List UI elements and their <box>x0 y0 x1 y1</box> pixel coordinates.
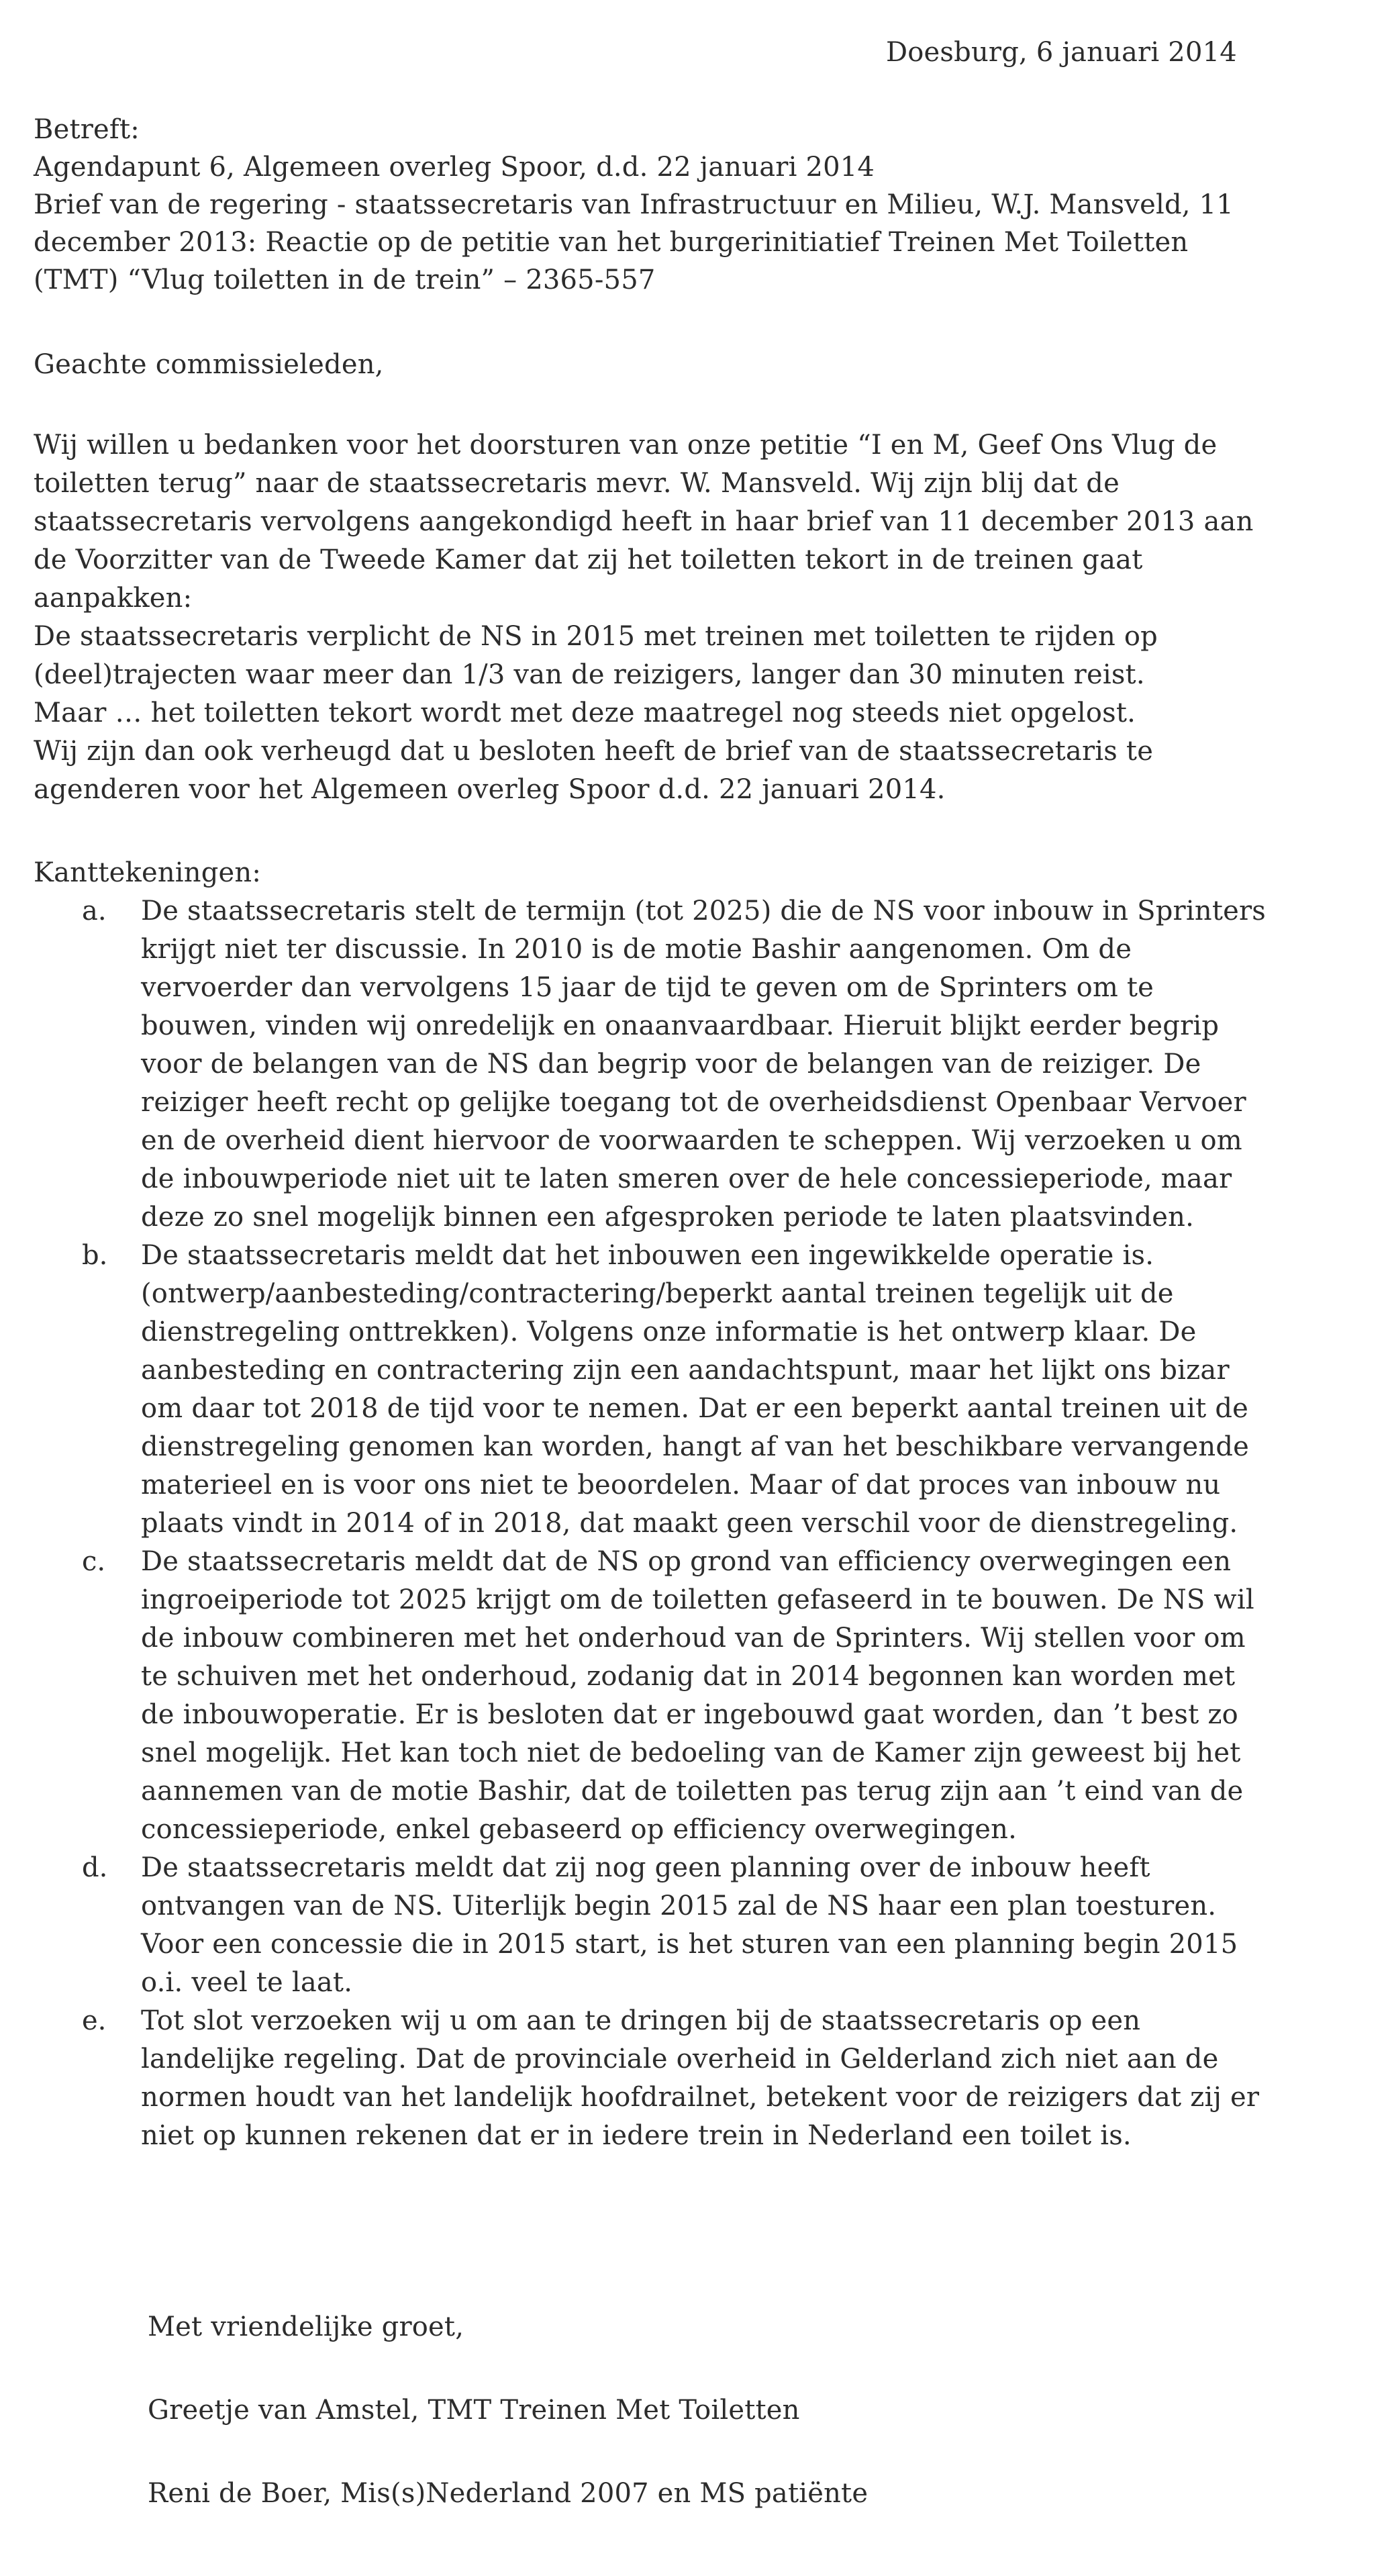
list-marker: c. <box>82 1546 106 1577</box>
remark-line: Voor een concessie die in 2015 start, is het sturen van een planning begin 2015 <box>141 1929 1238 1960</box>
intro-line: aanpakken: <box>34 583 193 614</box>
signatory: Greetje van Amstel, TMT Treinen Met Toiletten <box>148 2395 800 2426</box>
intro-line: de Voorzitter van de Tweede Kamer dat zij het toiletten tekort in de treinen gaat <box>34 544 1143 575</box>
subject-line: Brief van de regering - staatssecretaris van Infrastructuur en Milieu, W.J. Mansveld, 11 <box>34 189 1234 220</box>
subject-label: Betreft: <box>34 114 140 145</box>
remark-line: reiziger heeft recht op gelijke toegang tot de overheidsdienst Openbaar Vervoer <box>141 1087 1246 1118</box>
salutation: Geachte commissieleden, <box>34 349 384 380</box>
remarks-heading: Kanttekeningen: <box>34 857 262 888</box>
signatory: Reni de Boer, Mis(s)Nederland 2007 en MS patiënte <box>148 2478 869 2509</box>
list-marker: b. <box>82 1240 108 1271</box>
remark-line: landelijke regeling. Dat de provinciale overheid in Gelderland zich niet aan de <box>141 2044 1219 2074</box>
intro-line: Wij willen u bedanken voor het doorsturen van onze petitie “I en M, Geef Ons Vlug de <box>34 430 1218 461</box>
list-marker: d. <box>82 1852 108 1883</box>
remark-line: en de overheid dient hiervoor de voorwaarden te scheppen. Wij verzoeken u om <box>141 1125 1242 1156</box>
list-marker: a. <box>82 896 107 926</box>
remark-line: normen houdt van het landelijk hoofdrailnet, betekent voor de reizigers dat zij er <box>141 2082 1260 2113</box>
intro-line: agenderen voor het Algemeen overleg Spoor d.d. 22 januari 2014. <box>34 774 946 805</box>
remark-line: (ontwerp/aanbesteding/contractering/beperkt aantal treinen tegelijk uit de <box>141 1278 1174 1309</box>
remark-line: De staatssecretaris meldt dat de NS op grond van efficiency overwegingen een <box>141 1546 1232 1577</box>
remark-line: concessieperiode, enkel gebaseerd op efficiency overwegingen. <box>141 1814 1018 1845</box>
intro-line: staatssecretaris vervolgens aangekondigd heeft in haar brief van 11 december 2013 aan <box>34 506 1254 537</box>
remark-line: plaats vindt in 2014 of in 2018, dat maakt geen verschil voor de dienstregeling. <box>141 1508 1238 1539</box>
closing-greeting: Met vriendelijke groet, <box>148 2311 464 2342</box>
subject-line: december 2013: Reactie op de petitie van het burgerinitiatief Treinen Met Toiletten <box>34 227 1189 258</box>
remark-line: ontvangen van de NS. Uiterlijk begin 2015 zal de NS haar een plan toesturen. <box>141 1891 1217 1921</box>
remark-line: snel mogelijk. Het kan toch niet de bedoeling van de Kamer zijn geweest bij het <box>141 1737 1241 1768</box>
remark-line: deze zo snel mogelijk binnen een afgesproken periode te laten plaatsvinden. <box>141 1202 1195 1233</box>
subject-line: (TMT) “Vlug toiletten in de trein” – 2365-557 <box>34 265 656 295</box>
remark-line: aannemen van de motie Bashir, dat de toiletten pas terug zijn aan ’t eind van de <box>141 1776 1244 1807</box>
remark-line: te schuiven met het onderhoud, zodanig dat in 2014 begonnen kan worden met <box>141 1661 1236 1692</box>
remark-line: De staatssecretaris meldt dat het inbouwen een ingewikkelde operatie is. <box>141 1240 1154 1271</box>
remark-line: ingroeiperiode tot 2025 krijgt om de toiletten gefaseerd in te bouwen. De NS wil <box>141 1584 1254 1615</box>
remark-line: vervoerder dan vervolgens 15 jaar de tijd te geven om de Sprinters om te <box>141 972 1154 1003</box>
list-marker: e. <box>82 2005 107 2036</box>
intro-line: De staatssecretaris verplicht de NS in 2015 met treinen met toiletten te rijden op <box>34 621 1158 652</box>
remark-line: krijgt niet ter discussie. In 2010 is de motie Bashir aangenomen. Om de <box>141 934 1132 965</box>
remark-line: de inbouw combineren met het onderhoud van de Sprinters. Wij stellen voor om <box>141 1623 1246 1654</box>
intro-line: Wij zijn dan ook verheugd dat u besloten heeft de brief van de staatssecretaris te <box>34 736 1154 767</box>
subject-line: Agendapunt 6, Algemeen overleg Spoor, d.d. 22 januari 2014 <box>34 152 875 183</box>
remark-line: dienstregeling onttrekken). Volgens onze informatie is het ontwerp klaar. De <box>141 1317 1197 1347</box>
remark-line: de inbouwperiode niet uit te laten smeren over de hele concessieperiode, maar <box>141 1163 1232 1194</box>
remark-line: om daar tot 2018 de tijd voor te nemen. Dat er een beperkt aantal treinen uit de <box>141 1393 1249 1424</box>
intro-line: (deel)trajecten waar meer dan 1/3 van de reizigers, langer dan 30 minuten reist. <box>34 659 1145 690</box>
remark-line: bouwen, vinden wij onredelijk en onaanvaardbaar. Hieruit blijkt eerder begrip <box>141 1010 1220 1041</box>
remark-line: o.i. veel te laat. <box>141 1967 353 1998</box>
remark-line: Tot slot verzoeken wij u om aan te dringen bij de staatssecretaris op een <box>141 2005 1141 2036</box>
remark-line: voor de belangen van de NS dan begrip voor de belangen van de reiziger. De <box>141 1049 1201 1080</box>
remark-line: De staatssecretaris stelt de termijn (tot 2025) die de NS voor inbouw in Sprinters <box>141 896 1267 926</box>
remark-line: De staatssecretaris meldt dat zij nog geen planning over de inbouw heeft <box>141 1852 1150 1883</box>
remark-line: de inbouwoperatie. Er is besloten dat er ingebouwd gaat worden, dan ’t best zo <box>141 1699 1238 1730</box>
remark-line: niet op kunnen rekenen dat er in iedere trein in Nederland een toilet is. <box>141 2120 1132 2151</box>
remark-line: materieel en is voor ons niet te beoordelen. Maar of dat proces van inbouw nu <box>141 1470 1221 1500</box>
intro-line: Maar … het toiletten tekort wordt met deze maatregel nog steeds niet opgelost. <box>34 698 1136 728</box>
intro-line: toiletten terug” naar de staatssecretaris mevr. W. Mansveld. Wij zijn blij dat de <box>34 468 1120 499</box>
remark-line: dienstregeling genomen kan worden, hangt af van het beschikbare vervangende <box>141 1431 1249 1462</box>
remark-line: aanbesteding en contractering zijn een aandachtspunt, maar het lijkt ons bizar <box>141 1355 1230 1386</box>
place-date: Doesburg, 6 januari 2014 <box>886 37 1237 68</box>
